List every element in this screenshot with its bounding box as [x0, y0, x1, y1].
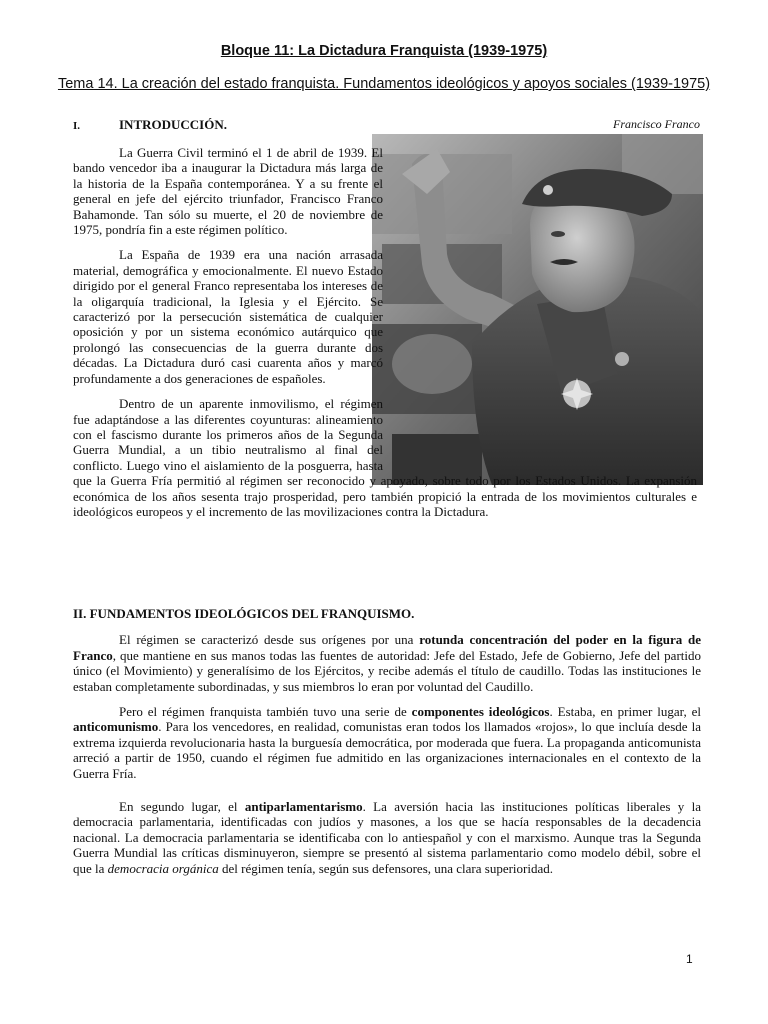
- bold-phrase: rotunda concentración del poder en la figura de Franco: [73, 632, 701, 663]
- image-caption: Francisco Franco: [613, 117, 700, 131]
- document-subtitle: Tema 14. La creación del estado franquista. Fundamentos ideológicos y apoyos sociales (1939-1975): [57, 76, 711, 92]
- section-1-paragraph: Dentro de un aparente inmovilismo, el régimen fue adaptándose a las diferentes coyunturas: alineamiento con el fascismo durante los primeros años de la Segunda Guerra Mundial, a un tibio neutralismo al final del conflicto. Luego vino el aislamiento de la posguerra, hasta que la Guerra Fría permitió al régimen ser reconocido y apoyado, sobre todo por los Estados Unidos. La expansión económica de los años sesenta trajo prosperidad, pero también propició la entrada de los movimientos culturales e ideológicos europeos y el incremento de las movilizaciones contra la Dictadura.: [73, 396, 697, 519]
- italic-phrase: democracia orgánica: [107, 860, 219, 876]
- section-1-heading: [73, 117, 227, 133]
- bold-phrase: antiparlamentarismo: [244, 799, 363, 815]
- section-1-paragraph: La Guerra Civil terminó el 1 de abril de 1939. El bando vencedor iba a inaugurar la Dictadura más larga de la historia de la España contemporánea. Y a su frente el general en jefe del ejército triunfador, Francisco Franco Bahamonde. Tan sólo su muerte, el 20 de noviembre de 1975, pondría fin a este régimen político.: [73, 145, 383, 238]
- section-1-title: INTRODUCCIÓN.: [119, 117, 227, 132]
- section-2-paragraph: Pero el régimen franquista también tuvo una serie de componentes ideológicos. Estaba, en primer lugar, el anticomunismo. Para los vencedores, en realidad, comunistas eran todos los llamados «rojos», lo que incluía desde la extrema izquierda revolucionaria hasta la burguesía democrática, por moderada que fuera. La propaganda anticomunista arreció a partir de 1950, cuando el régimen fue admitido en las organizaciones internacionales en el contexto de la Guerra Fría.: [73, 704, 701, 781]
- bold-phrase: componentes ideológicos: [411, 704, 550, 720]
- section-2: [73, 606, 701, 886]
- section-2-heading: II. FUNDAMENTOS IDEOLÓGICOS DEL FRANQUISMO.: [73, 606, 415, 621]
- section-1-text: [73, 145, 697, 529]
- document-title: Bloque 11: La Dictadura Franquista (1939-1975): [220, 43, 548, 59]
- section-2-paragraph: El régimen se caracterizó desde sus orígenes por una rotunda concentración del poder en la figura de Franco, que mantiene en sus manos todas las fuentes de autoridad: Jefe del Estado, Jefe de Gobierno, Jefe del partido único (el Movimiento) y generalísimo de los Ejércitos, y recibe además el título de caudillo. Todas las instituciones le estaban completamente subordinadas, y sus miembros lo eran por voluntad del Caudillo.: [73, 632, 701, 694]
- bold-phrase: anticomunismo: [73, 719, 159, 735]
- section-1-paragraph: La España de 1939 era una nación arrasada material, demográfica y emocionalmente. El nuevo Estado dirigido por el general Franco representaba los intereses de la oligarquía tradicional, la Iglesia y el Ejército. Se caracterizó por la persecución sistemática de cualquier oposición y por un sistema económico autárquico que prolongó las consecuencias de la guerra durante dos décadas. La Dictadura duró casi cuarenta años y marcó profundamente a dos generaciones de españoles.: [73, 247, 383, 386]
- photo-spacer: [393, 145, 697, 465]
- section-2-paragraph: En segundo lugar, el antiparlamentarismo. La aversión hacia las instituciones políticas liberales y la democracia parlamentaria, identificadas con judíos y masones, a los que se hacía responsables de la decadencia nacional. La democracia parlamentaria se identificaba con lo antiespañol y con el marxismo. Aunque tras la Segunda Guerra Mundial las críticas disminuyeron, siempre se presentó al sistema parlamentario como modelo débil, sobre el que la democracia orgánica del régimen tenía, según sus defensores, una clara superioridad.: [73, 799, 702, 876]
- page-number: 1: [686, 952, 693, 966]
- section-1-number: I.: [73, 120, 81, 132]
